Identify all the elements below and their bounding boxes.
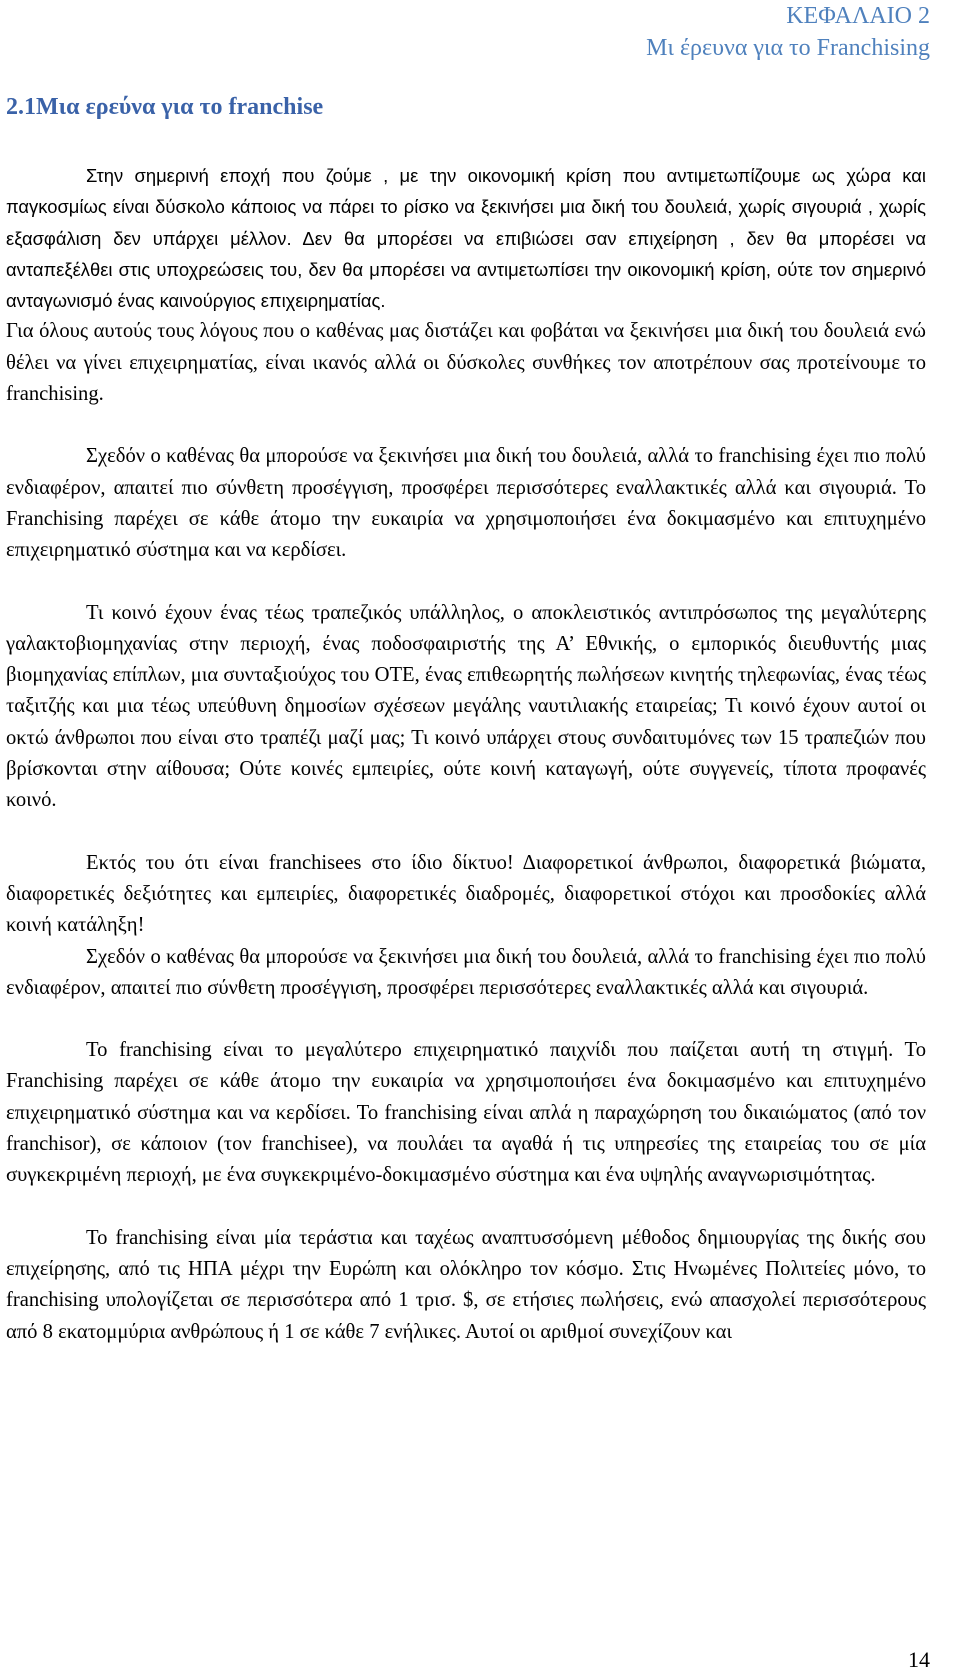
chapter-subtitle: Μι έρευνα για το Franchising [646,35,930,61]
document-body [6,160,926,1348]
page-number: 14 [908,1647,930,1672]
paragraph-1-continued: Για όλους αυτούς τους λόγους που ο καθένας μας διστάζει και φοβάται να ξεκινήσει μια δική του δουλειά ενώ θέλει να γίνει επιχειρηματίας, είναι ικανός αλλά οι δύσκολες συνθήκες τον αποτρέπουν σας προτείνουμε το franchising. [6,320,926,406]
paragraph-2: Σχεδόν ο καθένας θα μπορούσε να ξεκινήσει μια δική του δουλειά, αλλά το franchising έχει πιο πολύ ενδιαφέρον, απαιτεί πιο σύνθετη προσέγγιση, προσφέρει περισσότερες εναλλακτικές αλλά και σιγουριά. Το Franchising παρέχει σε κάθε άτομο την ευκαιρία να χρησιμοποιήσει ένα δοκιμασμένο και επιτυχημένο επιχειρηματικό σύστημα και να κερδίσει. [6,445,926,562]
chapter-label: ΚΕΦΑΛΑΙΟ 2 [786,3,930,29]
paragraph-5: Σχεδόν ο καθένας θα μπορούσε να ξεκινήσει μια δική του δουλειά, αλλά το franchising έχει πιο πολύ ενδιαφέρον, απαιτεί πιο σύνθετη προσέγγιση, προσφέρει περισσότερες εναλλακτικές αλλά και σιγουριά. [6,945,926,999]
chapter-header [646,0,930,64]
paragraph-6: Το franchising είναι το μεγαλύτερο επιχειρηματικό παιχνίδι που παίζεται αυτή τη στιγμή. Το Franchising παρέχει σε κάθε άτομο την ευκαιρία να χρησιμοποιήσει ένα δοκιμασμένο και επιτυχημένο επιχειρηματικό σύστημα και να κερδίσει. Το franchising είναι απλά η παραχώρηση του δικαιώματος (από τον franchisor), σε κάποιον (τον franchisee), να πουλάει τα αγαθά ή τις υπηρεσίες της εταιρείας του σε μία συγκεκριμένη περιοχή, με ένα συγκεκριμένο-δοκιμασμένο σύστημα και ένα υψηλής αναγνωρισιμότητας. [6,1039,926,1187]
paragraph-7: Το franchising είναι μία τεράστια και ταχέως αναπτυσσόμενη μέθοδος δημιουργίας της δικής σου επιχείρησης, από τις ΗΠΑ μέχρι την Ευρώπη και ολόκληρο τον κόσμο. Στις Ηνωμένες Πολιτείες μόνο, το franchising υπολογίζεται σε περισσότερα από 1 τρισ. $, σε ετήσιες πωλήσεις, ενώ απασχολεί περισσότερους από 8 εκατομμύρια ανθρώπους ή 1 σε κάθε 7 ενήλικες. Αυτοί οι αριθμοί συνεχίζουν και [6,1226,926,1343]
paragraph-1: Στην σημερινή εποχή που ζούμε , με την οικονομική κρίση που αντιμετωπίζουμε ως χώρα και παγκοσμίως είναι δύσκολο κάποιος να πάρει το ρίσκο να ξεκινήσει μια δική του δουλειά, χωρίς σιγουριά , χωρίς εξασφάλιση δεν υπάρχει μέλλον. Δεν θα μπορέσει να επιβιώσει σαν επιχείρηση , δεν θα μπορέσει να ανταπεξέλθει στις υποχρεώσεις του, δεν θα μπορέσει να αντιμετωπίσει την οικονομική κρίση, ούτε τον σημερινό ανταγωνισμό ένας καινούργιος επιχειρηματίας. [6,165,926,312]
paragraph-4: Εκτός του ότι είναι franchisees στο ίδιο δίκτυο! Διαφορετικοί άνθρωποι, διαφορετικά βιώματα, διαφορετικές δεξιότητες και εμπειρίες, διαφορετικές διαδρομές, διαφορετικοί στόχοι και προσδοκίες αλλά κοινή κατάληξη! [6,851,926,937]
paragraph-3: Τι κοινό έχουν ένας τέως τραπεζικός υπάλληλος, ο αποκλειστικός αντιπρόσωπος της μεγαλύτερης γαλακτοβιομηχανίας στην περιοχή, ένας ποδοσφαιριστής της Α’ Εθνικής, ο εμπορικός διευθυντής μιας βιομηχανίας επίπλων, μια συνταξιούχος του ΟΤΕ, ένας επιθεωρητής πωλήσεων κινητής τηλεφωνίας, ένας τέως ταξιτζής και μια τέως υπεύθυνη δημοσίων σχέσεων μεγάλης ναυτιλιακής εταιρείας; Τι κοινό έχουν αυτοί οι οκτώ άνθρωποι που είναι στο τραπέζι μαζί μας; Τι κοινό υπάρχει στους συνδαιτυμόνες των 15 τραπεζιών που βρίσκονται στην αίθουσα; Ούτε κοινές εμπειρίες, ούτε κοινή καταγωγή, ούτε συγγενείς, τίποτα προφανές κοινό. [6,601,926,812]
section-heading: 2.1Μια ερεύνα για το franchise [6,94,324,120]
